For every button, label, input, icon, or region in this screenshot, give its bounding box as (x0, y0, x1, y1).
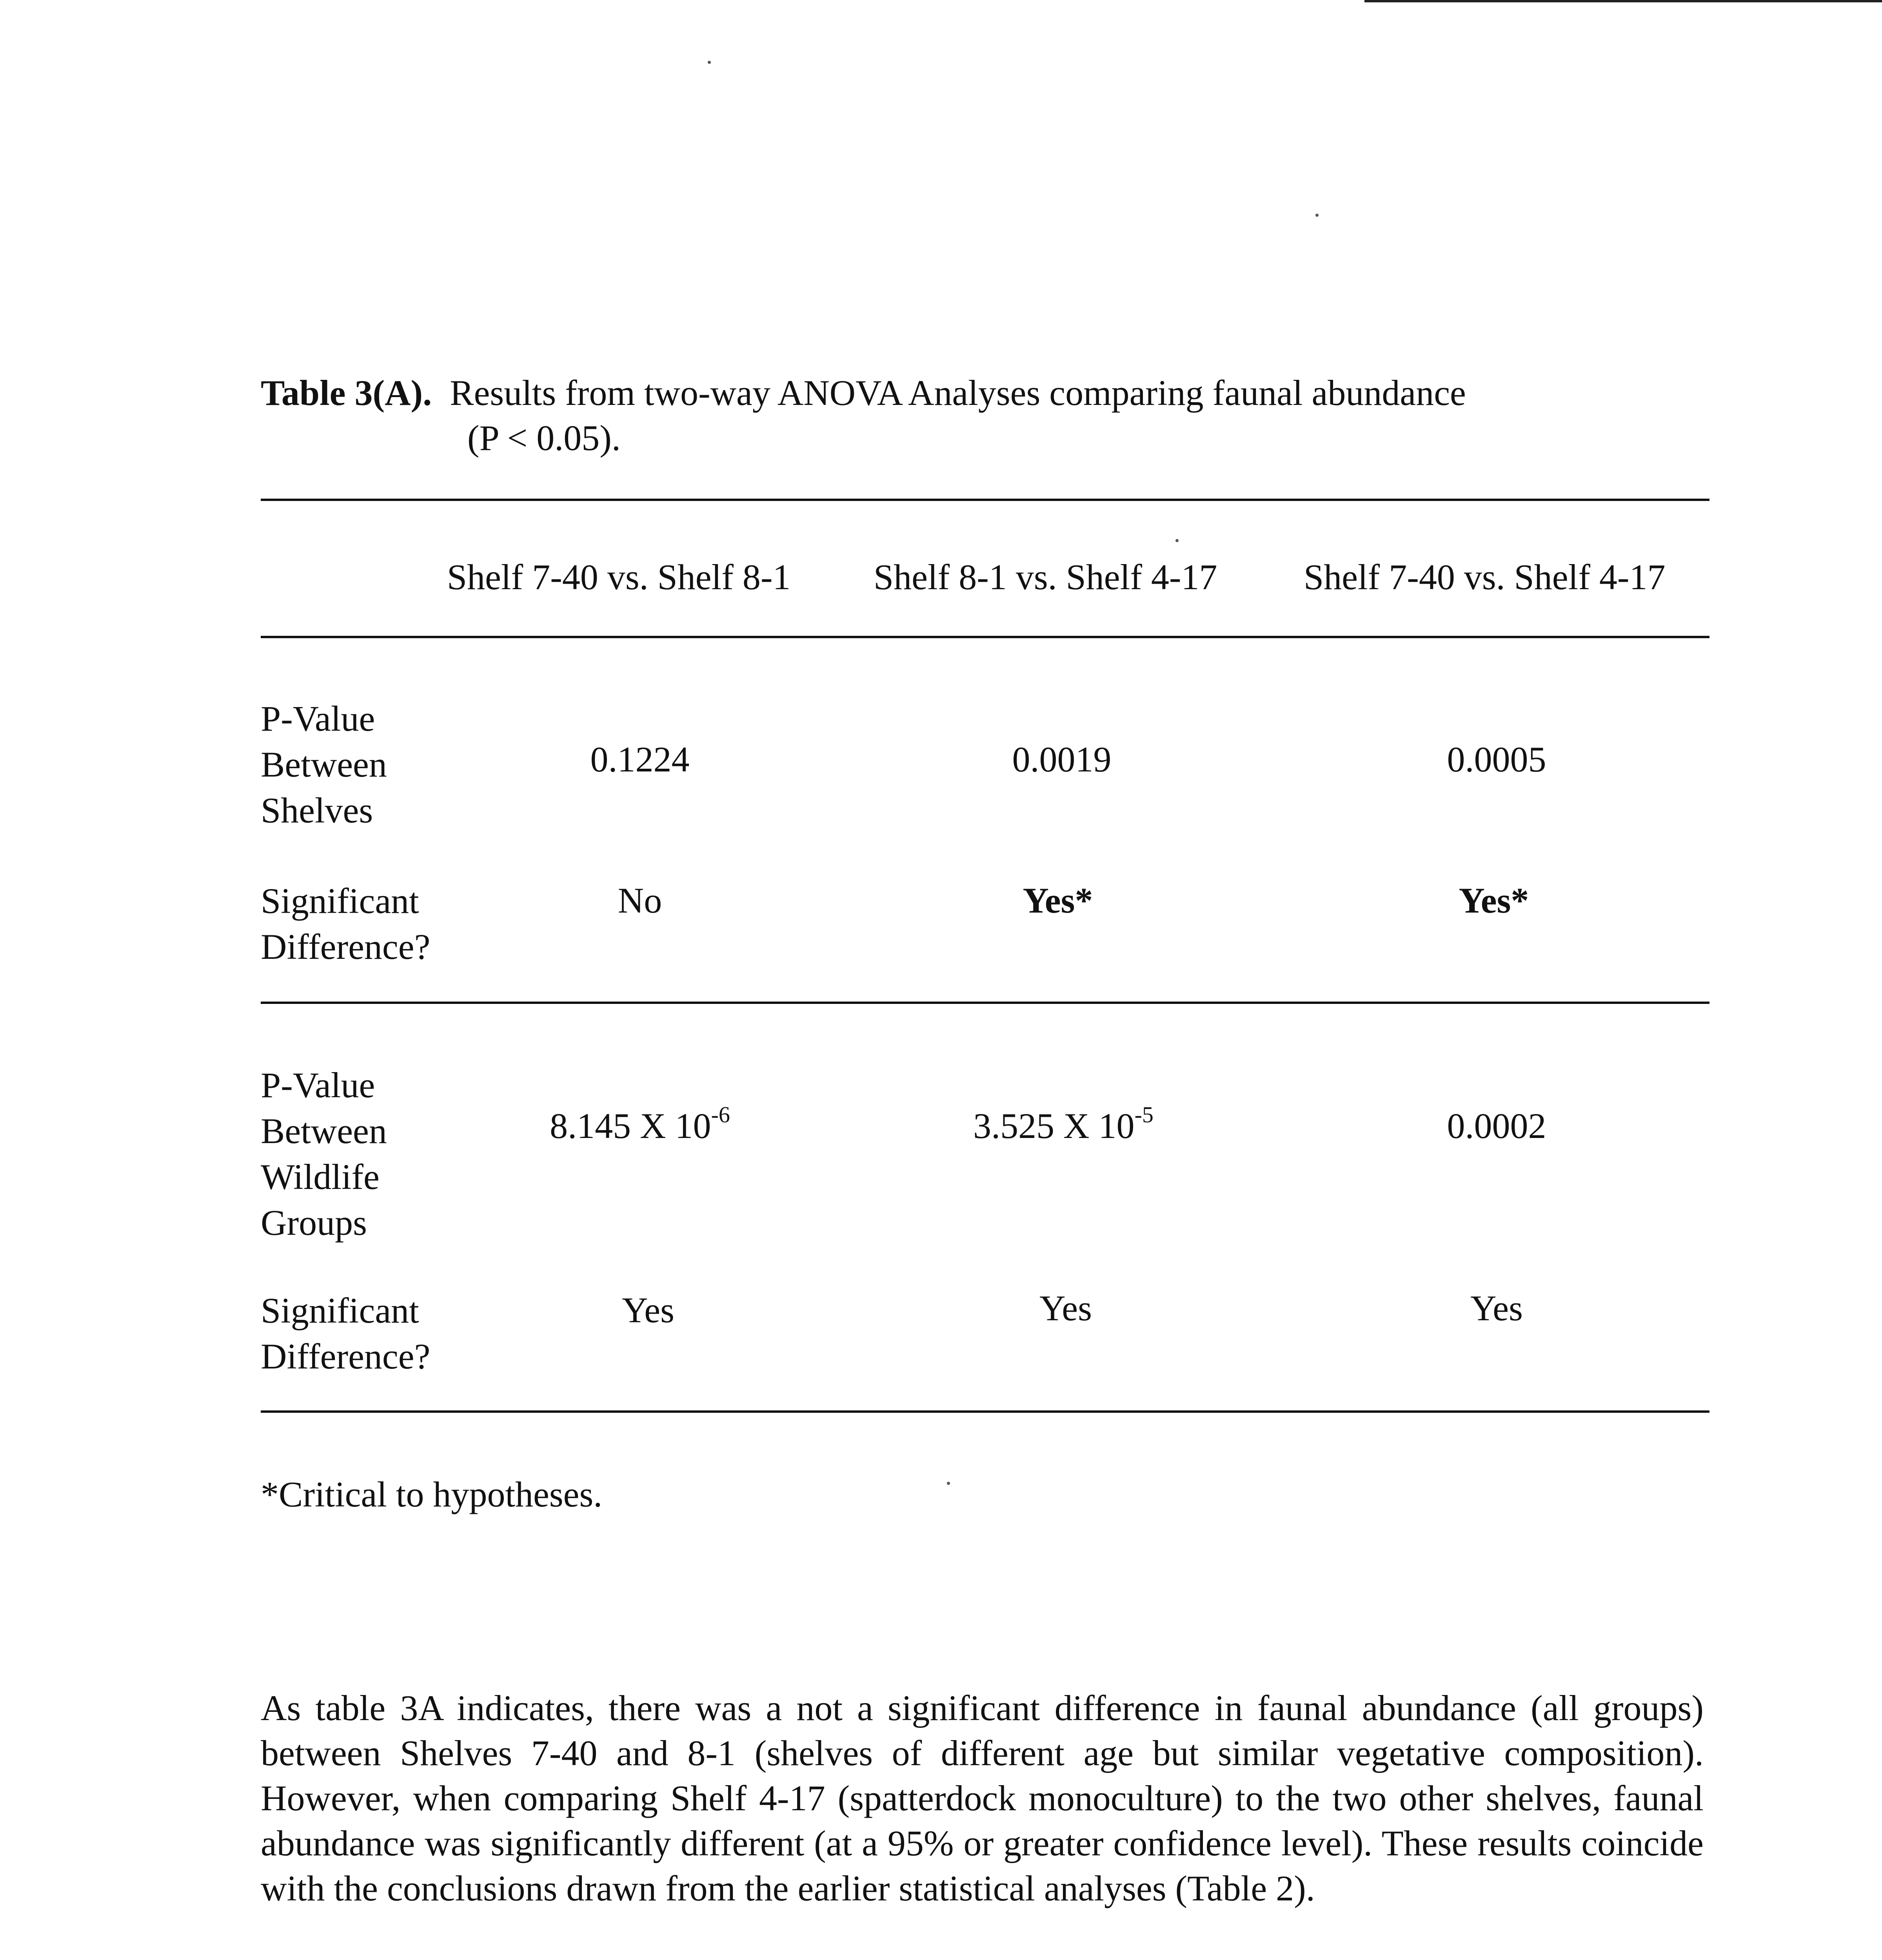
row-label-line: Shelves (261, 790, 373, 830)
scan-speck (947, 1482, 950, 1485)
table-caption-text: Results from two-way ANOVA Analyses comparing faunal abundance (450, 373, 1466, 413)
body-paragraph: As table 3A indicates, there was a not a significant difference in faunal abundance (all groups) between Shelves 7-40 and 8-1 (shelves of different age but similar vegetative composition). However, when comparing Shelf 4-17 (spatterdock monoculture) to the two other shelves, faunal abundance was significantly different (at a 95% or greater confidence level). These results coincide with the conclusions drawn from the earlier statistical analyses (Table 2). (261, 1688, 1704, 1908)
pvalue-shelves-8-1-vs-4-17: 0.0019 (1012, 739, 1112, 779)
row-label-significance-shelves (261, 878, 430, 970)
significance-wildlife-8-1-vs-4-17: Yes (1039, 1288, 1092, 1328)
table-caption (261, 370, 1466, 458)
significance-wildlife-7-40-vs-8-1: Yes (622, 1290, 674, 1330)
scan-speck (1175, 539, 1179, 542)
pvalue-exponent: -6 (711, 1102, 730, 1128)
pvalue-base: 8.145 X 10 (550, 1106, 711, 1146)
section-divider-rule (261, 1002, 1709, 1004)
pvalue-wildlife-7-40-vs-8-1 (463, 1103, 816, 1149)
row-label-line: Between (261, 744, 387, 784)
row-label-line: P-Value (261, 1065, 375, 1105)
row-label-pvalue-shelves (261, 696, 387, 833)
row-label-significance-wildlife (261, 1288, 430, 1379)
table-top-rule (261, 499, 1709, 501)
pvalue-wildlife-8-1-vs-4-17 (887, 1103, 1240, 1149)
pvalue-base: 0.0002 (1447, 1106, 1546, 1146)
pvalue-exponent: -5 (1134, 1102, 1154, 1128)
significance-shelves-8-1-vs-4-17: Yes* (1023, 880, 1093, 920)
significance-wildlife-7-40-vs-4-17: Yes (1470, 1288, 1523, 1328)
table-caption-continuation: (P < 0.05). (467, 418, 621, 458)
row-label-line: Significant (261, 1290, 419, 1330)
column-header-8-1-vs-4-17: Shelf 8-1 vs. Shelf 4-17 (874, 557, 1217, 597)
column-header-7-40-vs-8-1: Shelf 7-40 vs. Shelf 8-1 (447, 557, 791, 597)
pvalue-shelves-7-40-vs-4-17: 0.0005 (1447, 739, 1546, 779)
table-footnote: *Critical to hypotheses. (261, 1474, 603, 1514)
scan-speck (1315, 214, 1319, 217)
row-label-pvalue-wildlife (261, 1062, 387, 1246)
row-label-line: Difference? (261, 927, 431, 967)
row-label-line: P-Value (261, 699, 375, 739)
page-edge-line (1364, 0, 1882, 2)
header-bottom-rule (261, 636, 1709, 638)
pvalue-base: 3.525 X 10 (973, 1106, 1135, 1146)
pvalue-wildlife-7-40-vs-4-17 (1320, 1103, 1673, 1149)
pvalue-shelves-7-40-vs-8-1: 0.1224 (590, 739, 690, 779)
table-bottom-rule (261, 1410, 1709, 1413)
row-label-line: Significant (261, 881, 419, 921)
significance-shelves-7-40-vs-4-17: Yes* (1459, 880, 1529, 920)
significance-shelves-7-40-vs-8-1: No (618, 880, 662, 920)
scan-speck (708, 61, 711, 64)
column-header-7-40-vs-4-17: Shelf 7-40 vs. Shelf 4-17 (1304, 557, 1666, 597)
row-label-line: Wildlife (261, 1157, 380, 1197)
table-caption-label: Table 3(A). (261, 373, 432, 413)
row-label-line: Difference? (261, 1336, 431, 1376)
row-label-line: Groups (261, 1203, 367, 1243)
row-label-line: Between (261, 1111, 387, 1151)
